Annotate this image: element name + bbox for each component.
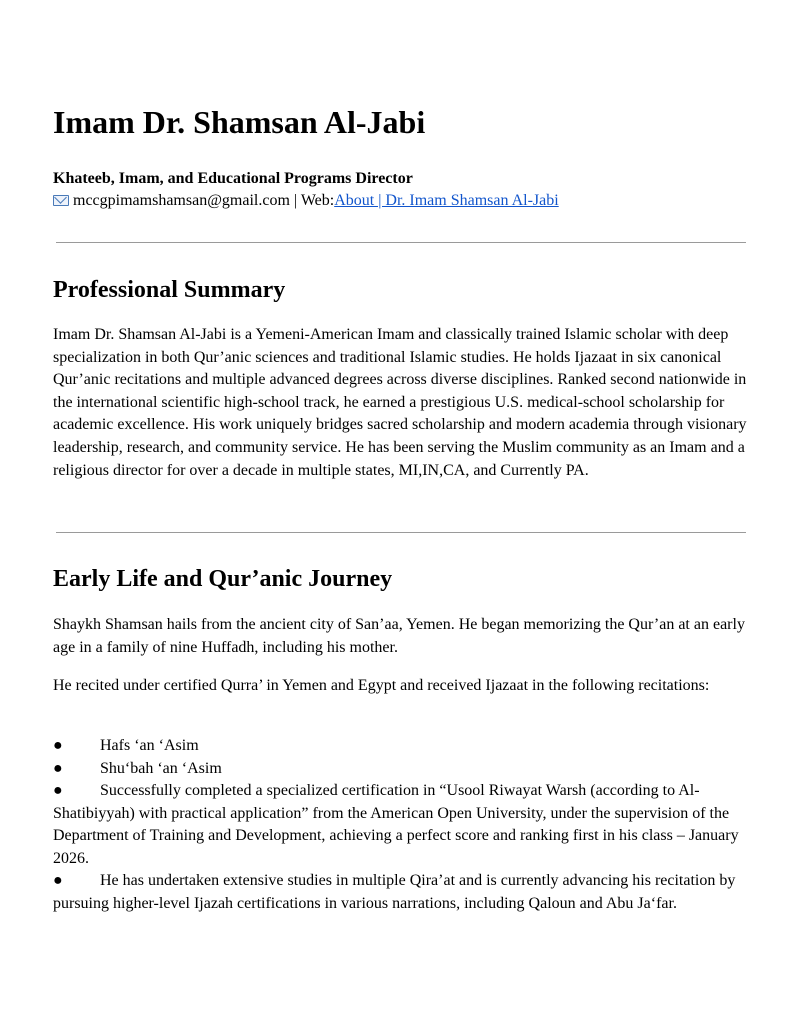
list-item [53, 780, 748, 870]
bullet-icon: ● [53, 760, 63, 777]
list-item [53, 870, 748, 915]
bullet-icon: ● [53, 782, 63, 799]
summary-text: Imam Dr. Shamsan Al-Jabi is a Yemeni-American Imam and classically trained Islamic scholar with deep specialization in both Qur’anic sciences and traditional Islamic studies. He holds Ijazaat in six canonical Qur’anic recitations and multiple advanced degrees across diverse disciplines. Ranked second nationwide in the international scientific high-school track, he earned a prestigious U.S. medical-school scholarship for academic excellence. His work uniquely bridges sacred scholarship and modern academia through visionary leadership, research, and community service. He has been serving the Muslim community as an Imam and a religious director for over a decade in multiple states, MI,IN,CA, and Currently PA. [53, 326, 747, 479]
list-item-text: Successfully completed a specialized certification in “Usool Riwayat Warsh (according to Al-Shatibiyyah) with practical application” from the American Open University, under the supervision of the Department of Training and Development, achieving a perfect score and ranking first in his class – January 2026. [53, 782, 739, 867]
bullet-icon: ● [53, 872, 63, 889]
list-item-text: Shu‘bah ‘an ‘Asim [100, 760, 222, 777]
early-life-heading: Early Life and Qur’anic Journey [53, 566, 393, 592]
list-item-text: Hafs ‘an ‘Asim [100, 737, 199, 754]
website-link[interactable]: About | Dr. Imam Shamsan Al-Jabi [334, 192, 559, 209]
early-life-paragraph-2: He recited under certified Qurra’ in Yemen and Egypt and received Ijazaat in the following recitations: [53, 677, 710, 694]
list-item-text: He has undertaken extensive studies in multiple Qira’at and is currently advancing his recitation by pursuing higher-level Ijazah certifications in various narrations, including Qaloun and Abu Ja‘far. [53, 872, 736, 912]
summary-heading: Professional Summary [53, 277, 286, 303]
email-icon [53, 195, 69, 206]
web-separator: | Web: [289, 192, 335, 209]
bullet-icon: ● [53, 737, 63, 754]
divider [56, 532, 746, 533]
early-life-paragraph-1: Shaykh Shamsan hails from the ancient city of San’aa, Yemen. He began memorizing the Qur’an at an early age in a family of nine Huffadh, including his mother. [53, 616, 745, 656]
divider [56, 242, 746, 243]
job-title: Khateeb, Imam, and Educational Programs Director [53, 170, 413, 187]
page-title: Imam Dr. Shamsan Al-Jabi [53, 104, 426, 140]
email-text: mccgpimamshamsan@gmail.com [73, 192, 290, 209]
list-item [53, 735, 748, 758]
list-item [53, 758, 748, 781]
contact-line [53, 192, 559, 210]
